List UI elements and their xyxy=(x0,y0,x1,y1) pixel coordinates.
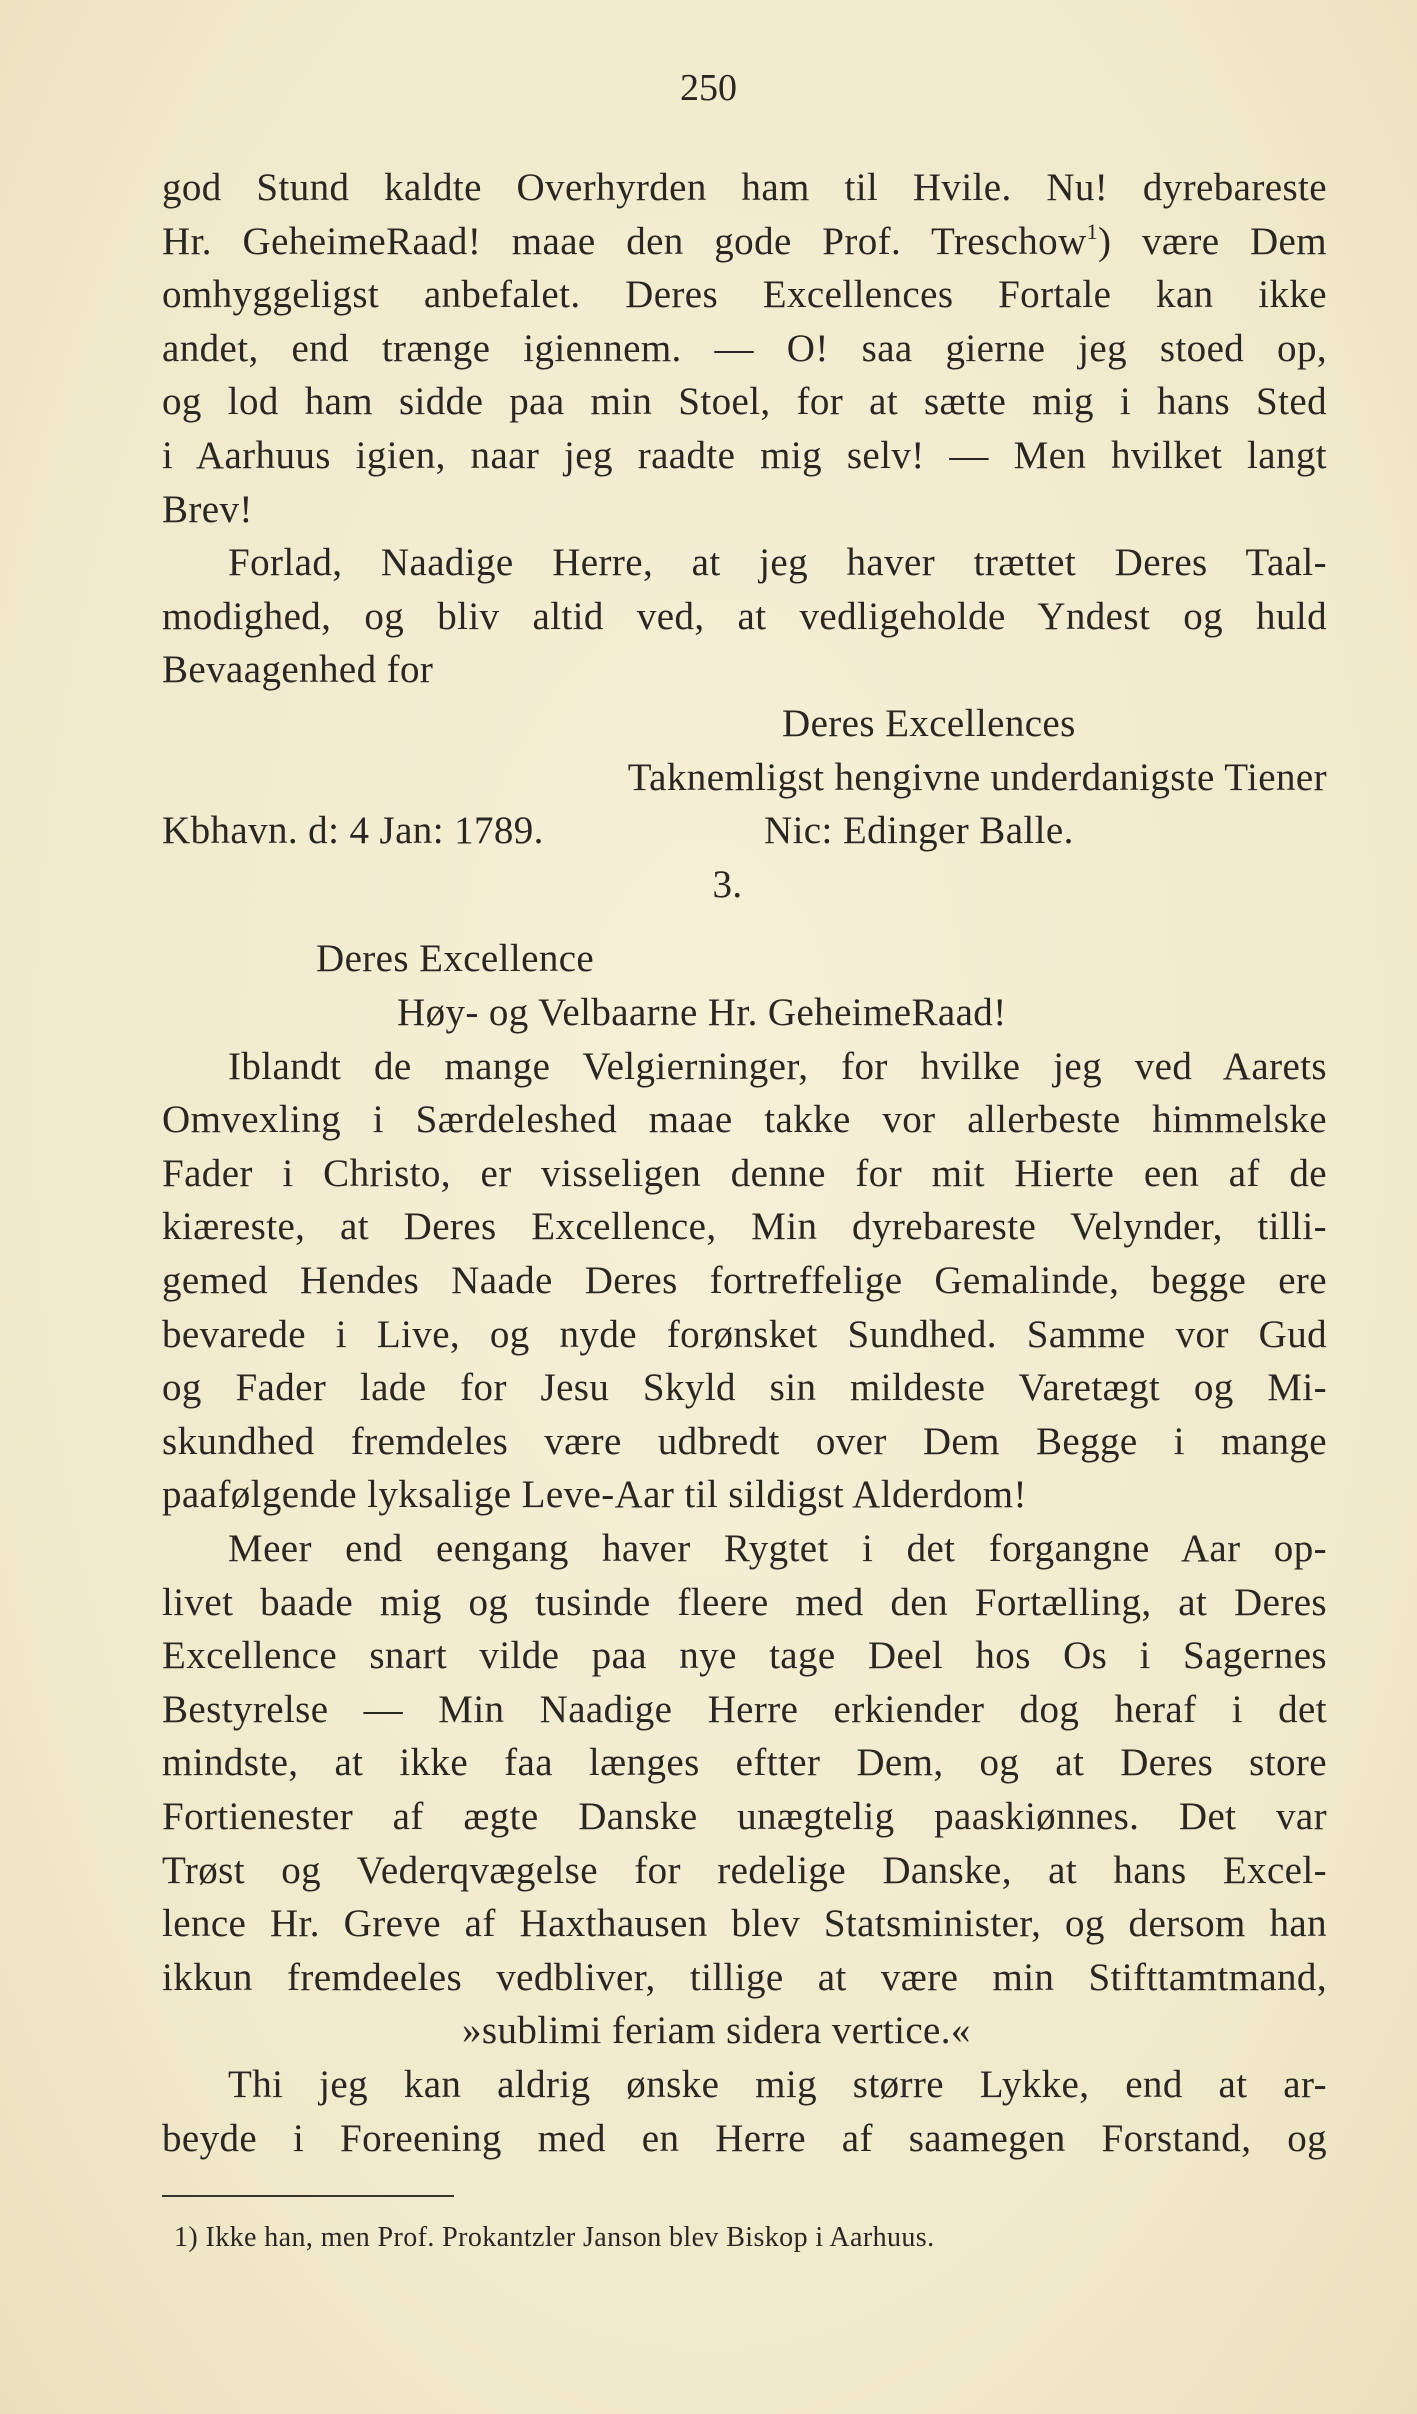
page-number: 250 xyxy=(680,67,737,109)
text-line: gemed Hendes Naade Deres fortreffelige Gemalinde, begge ere xyxy=(162,1259,1327,1302)
text-line: beyde i Foreening med en Herre af saamegen Forstand, og xyxy=(162,2116,1327,2160)
text-line xyxy=(162,215,1327,269)
text-line: omhyggeligst anbefalet. Deres Excellences Fortale kan ikke xyxy=(162,273,1327,317)
text-line: Thi jeg kan aldrig ønske mig større Lykke, end at ar- xyxy=(228,2063,1327,2106)
text-line: Iblandt de mange Velgierninger, for hvilke jeg ved Aarets xyxy=(228,1044,1327,1088)
text-line: Bestyrelse — Min Naadige Herre erkiender dog heraf i det xyxy=(162,1687,1327,1731)
text-line: Meer end eengang haver Rygtet i det forgangne Aar op- xyxy=(228,1527,1327,1570)
text-line: livet baade mig og tusinde fleere med den Fortælling, at Deres xyxy=(162,1580,1327,1624)
text-fragment: Hr. GeheimeRaad! maae den gode Prof. Treschow xyxy=(162,219,1087,263)
text-line: Fortienester af ægte Danske unægtelig paaskiønnes. Det var xyxy=(162,1795,1327,1838)
quotation: »sublimi feriam sidera vertice.« xyxy=(462,2009,971,2053)
footnote-divider xyxy=(162,2195,454,2197)
salutation: Høy- og Velbaarne Hr. GeheimeRaad! xyxy=(397,991,1007,1034)
text-line: Omvexling i Særdeleshed maae takke vor allerbeste himmelske xyxy=(162,1098,1327,1142)
closing-line: Taknemligst hengivne underdanigste Tiener xyxy=(627,755,1327,799)
text-fragment: være Dem xyxy=(1142,219,1328,263)
footnote-reference: 1 xyxy=(1086,218,1099,244)
text-line: paafølgende lyksalige Leve-Aar til sildigst Alderdom! xyxy=(162,1473,1027,1517)
text-line: mindste, at ikke faa længes eftter Dem, og at Deres store xyxy=(162,1741,1327,1785)
text-line: modighed, og bliv altid ved, at vedligeholde Yndest og huld xyxy=(162,594,1327,638)
text-line: i Aarhuus igien, naar jeg raadte mig selv! — Men hvilket langt xyxy=(162,434,1327,477)
text-line: god Stund kaldte Overhyrden ham til Hvile. Nu! dyrebareste xyxy=(162,166,1327,209)
text-fragment: ) xyxy=(1098,219,1143,263)
text-line: ikkun fremdeeles vedbliver, tillige at være min Stifttamtmand, xyxy=(162,1955,1327,1999)
text-line: skundhed fremdeles være udbredt over Dem Begge i mange xyxy=(162,1419,1327,1463)
closing-salutation: Deres Excellences xyxy=(782,702,1076,745)
text-line: bevarede i Live, og nyde forønsket Sundhed. Samme vor Gud xyxy=(162,1312,1327,1356)
letter-signature: Nic: Edinger Balle. xyxy=(764,809,1074,853)
text-line: Brev! xyxy=(162,487,253,531)
letter-date: Kbhavn. d: 4 Jan: 1789. xyxy=(162,809,544,853)
footnote-marker: 1) xyxy=(174,2222,199,2253)
text-line: Fader i Christo, er visseligen denne for mit Hierte een af de xyxy=(162,1151,1327,1195)
salutation: Deres Excellence xyxy=(316,937,595,981)
text-line: og Fader lade for Jesu Skyld sin mildeste Varetægt og Mi- xyxy=(162,1366,1327,1410)
text-line: lence Hr. Greve af Haxthausen blev Statsminister, og dersom han xyxy=(162,1902,1327,1946)
footnote xyxy=(174,2222,934,2254)
letter-number: 3. xyxy=(712,862,743,906)
text-line: og lod ham sidde paa min Stoel, for at sætte mig i hans Sted xyxy=(162,380,1327,424)
text-line: Trøst og Vederqvægelse for redelige Danske, at hans Excel- xyxy=(162,1848,1327,1892)
text-line: Forlad, Naadige Herre, at jeg haver trættet Deres Taal- xyxy=(228,541,1327,585)
text-line: kiæreste, at Deres Excellence, Min dyrebareste Velynder, tilli- xyxy=(162,1205,1327,1249)
text-line: Bevaagenhed for xyxy=(162,648,434,692)
text-line: andet, end trænge igiennem. — O! saa gierne jeg stoed op, xyxy=(162,326,1327,370)
text-line: Excellence snart vilde paa nye tage Deel hos Os i Sagernes xyxy=(162,1634,1327,1678)
footnote-text: Ikke han, men Prof. Prokantzler Janson blev Biskop i Aarhuus. xyxy=(205,2222,935,2253)
